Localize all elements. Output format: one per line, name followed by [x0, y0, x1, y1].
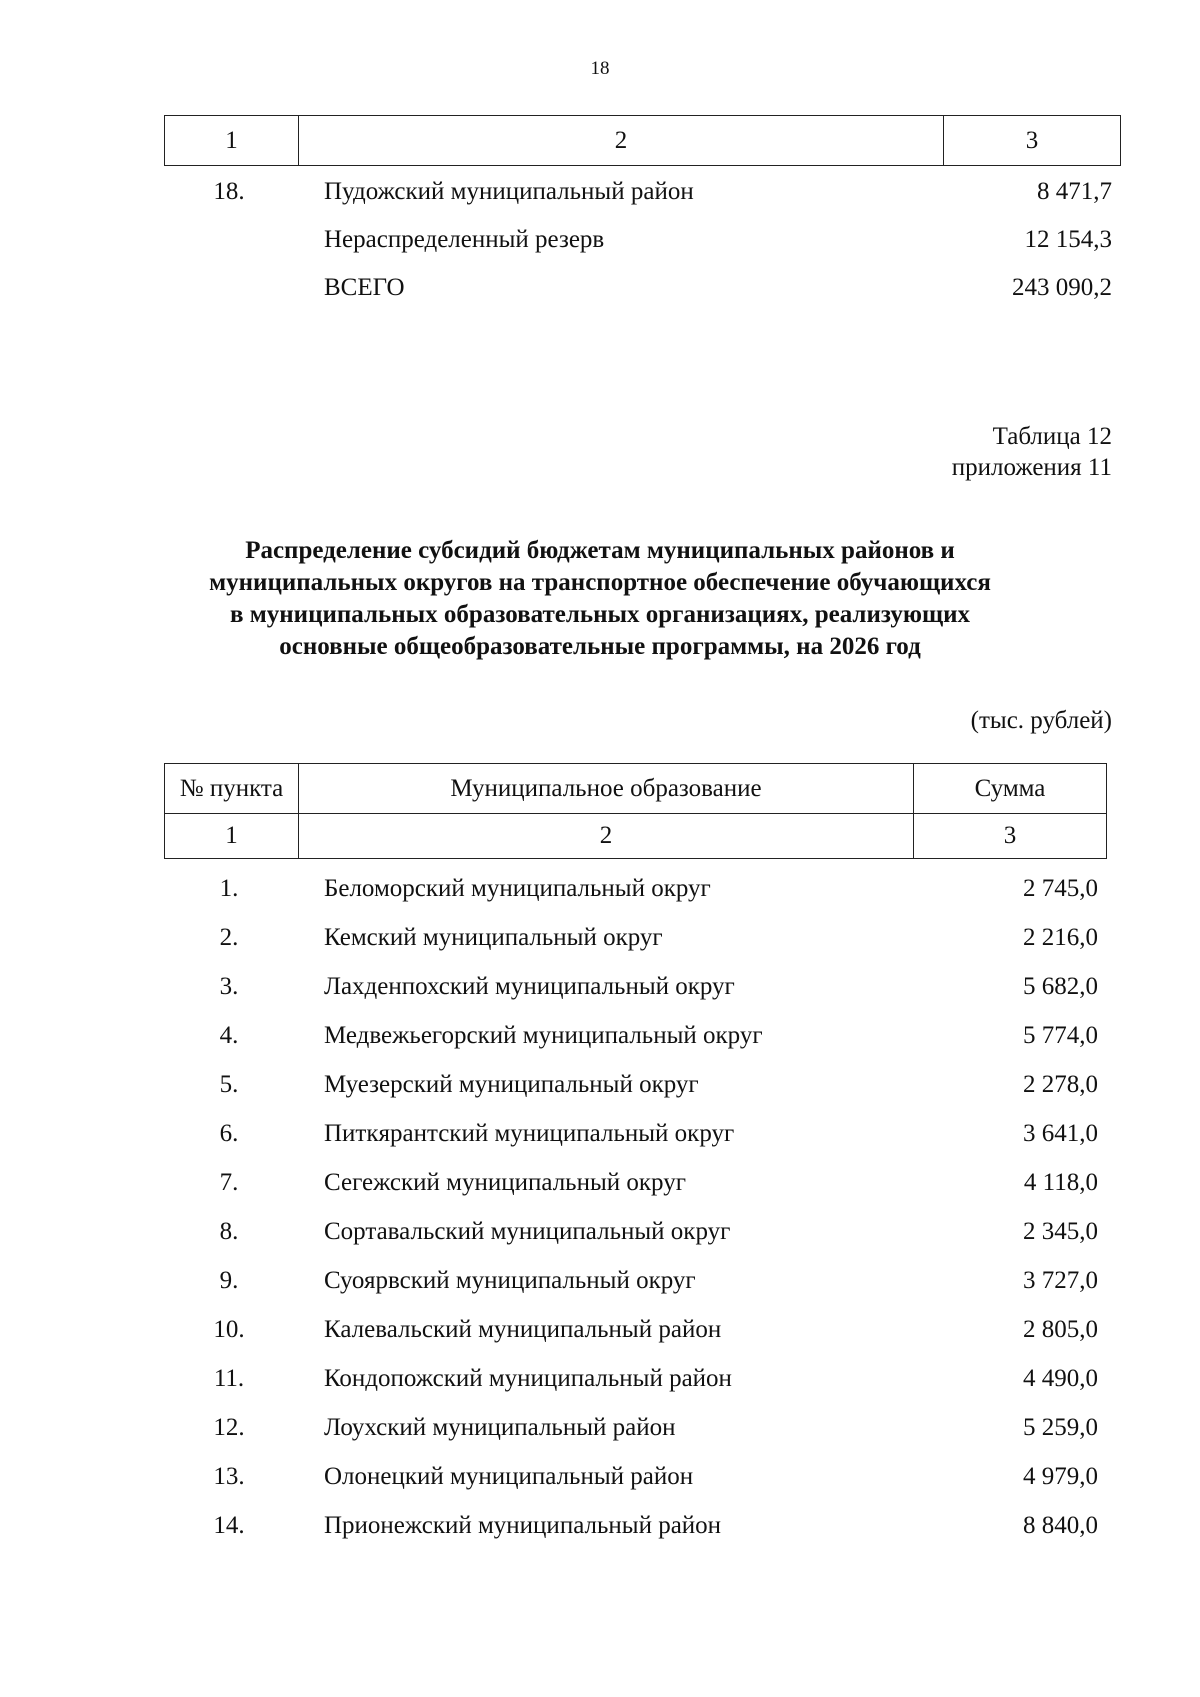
row-name: Олонецкий муниципальный район: [324, 1463, 694, 1490]
row-sum: 8 471,7: [1037, 178, 1112, 205]
row-name: Суоярвский муниципальный округ: [324, 1267, 696, 1294]
table-row: [164, 1261, 1098, 1301]
column-number-cell: 2: [299, 814, 914, 859]
table-row: [164, 918, 1098, 958]
row-sum: 2 278,0: [1023, 1071, 1098, 1098]
main-table-body: [164, 869, 1098, 1569]
row-sum: 2 745,0: [1023, 875, 1098, 902]
row-sum: 4 118,0: [1023, 1169, 1098, 1196]
row-sum: 2 345,0: [1023, 1218, 1098, 1245]
row-number: 8.: [219, 1218, 239, 1245]
row-number: 10.: [213, 1316, 245, 1343]
row-name: Пудожский муниципальный район: [324, 178, 694, 205]
table-row: [164, 1506, 1098, 1546]
row-number: 11.: [213, 1365, 245, 1392]
continued-table-header: [164, 115, 1121, 166]
table-row: [164, 1016, 1098, 1056]
row-name: Беломорский муниципальный округ: [324, 875, 711, 902]
table-row: [164, 1163, 1098, 1203]
main-table-header: [164, 763, 1107, 859]
column-number-cell: 3: [914, 814, 1107, 859]
row-sum: 5 774,0: [1023, 1022, 1098, 1049]
table-label: [952, 421, 1112, 483]
table-row: [164, 967, 1098, 1007]
row-name: Прионежский муниципальный район: [324, 1512, 722, 1539]
title-line: в муниципальных образовательных организациях, реализующих: [229, 601, 970, 628]
row-sum: 3 641,0: [1023, 1120, 1098, 1147]
header-municipality-column: Муниципальное образование: [299, 764, 914, 814]
row-name: ВСЕГО: [324, 274, 405, 301]
row-sum: 2 216,0: [1023, 924, 1098, 951]
header-number-column: № пункта: [165, 764, 299, 814]
header-sum-column: Сумма: [914, 764, 1107, 814]
table-row: [164, 172, 1112, 212]
row-name: Лоухский муниципальный район: [324, 1414, 676, 1441]
table-row: [164, 1212, 1098, 1252]
table-row: [164, 1457, 1098, 1497]
units-label: (тыс. рублей): [970, 707, 1112, 734]
row-sum: 12 154,3: [1024, 226, 1112, 253]
table-row: [164, 220, 1112, 260]
title-line: основные общеобразовательные программы, на 2026 год: [279, 633, 921, 660]
row-sum: 8 840,0: [1023, 1512, 1098, 1539]
row-number: 13.: [213, 1463, 245, 1490]
row-name: Муезерский муниципальный округ: [324, 1071, 699, 1098]
column-number-cell: 3: [944, 116, 1121, 166]
table-label-line: приложения 11: [951, 454, 1112, 481]
row-number: 4.: [219, 1022, 239, 1049]
row-number: 14.: [213, 1512, 245, 1539]
row-sum: 3 727,0: [1023, 1267, 1098, 1294]
row-number: 1.: [219, 875, 239, 902]
row-number: 2.: [219, 924, 239, 951]
row-number: 5.: [219, 1071, 239, 1098]
table-row: [164, 869, 1098, 909]
row-sum: 243 090,2: [1012, 274, 1112, 301]
row-sum: 4 490,0: [1023, 1365, 1098, 1392]
table-row: [164, 1310, 1098, 1350]
table-row: [164, 1114, 1098, 1154]
continued-table-body: [164, 172, 1112, 302]
table-row: [164, 1359, 1098, 1399]
table-label-line: Таблица 12: [992, 423, 1112, 450]
column-number-cell: 2: [299, 116, 944, 166]
row-name: Питкярантский муниципальный округ: [324, 1120, 735, 1147]
row-number: 7.: [219, 1169, 239, 1196]
column-number-cell: 1: [165, 814, 299, 859]
row-name: Лахденпохский муниципальный округ: [324, 973, 735, 1000]
table-row: [164, 1065, 1098, 1105]
row-number: 6.: [219, 1120, 239, 1147]
document-title: [130, 535, 1070, 663]
row-name: Сортавальский муниципальный округ: [324, 1218, 731, 1245]
row-sum: 2 805,0: [1023, 1316, 1098, 1343]
table-row: [164, 268, 1112, 308]
row-name: Медвежьегорский муниципальный округ: [324, 1022, 763, 1049]
column-number-cell: 1: [165, 116, 299, 166]
table-row: [164, 1408, 1098, 1448]
title-line: муниципальных округов на транспортное обеспечение обучающихся: [209, 569, 991, 596]
row-sum: 4 979,0: [1023, 1463, 1098, 1490]
row-name: Кемский муниципальный округ: [324, 924, 663, 951]
row-number: 9.: [219, 1267, 239, 1294]
title-line: Распределение субсидий бюджетам муниципальных районов и: [245, 537, 955, 564]
row-sum: 5 682,0: [1023, 973, 1098, 1000]
page-number: 18: [590, 58, 610, 79]
row-number: 18.: [213, 178, 245, 205]
row-number: 3.: [219, 973, 239, 1000]
row-name: Калевальский муниципальный район: [324, 1316, 722, 1343]
row-sum: 5 259,0: [1023, 1414, 1098, 1441]
row-name: Кондопожский муниципальный район: [324, 1365, 732, 1392]
row-number: 12.: [213, 1414, 245, 1441]
row-name: Сегежский муниципальный округ: [324, 1169, 686, 1196]
row-name: Нераспределенный резерв: [324, 226, 605, 253]
